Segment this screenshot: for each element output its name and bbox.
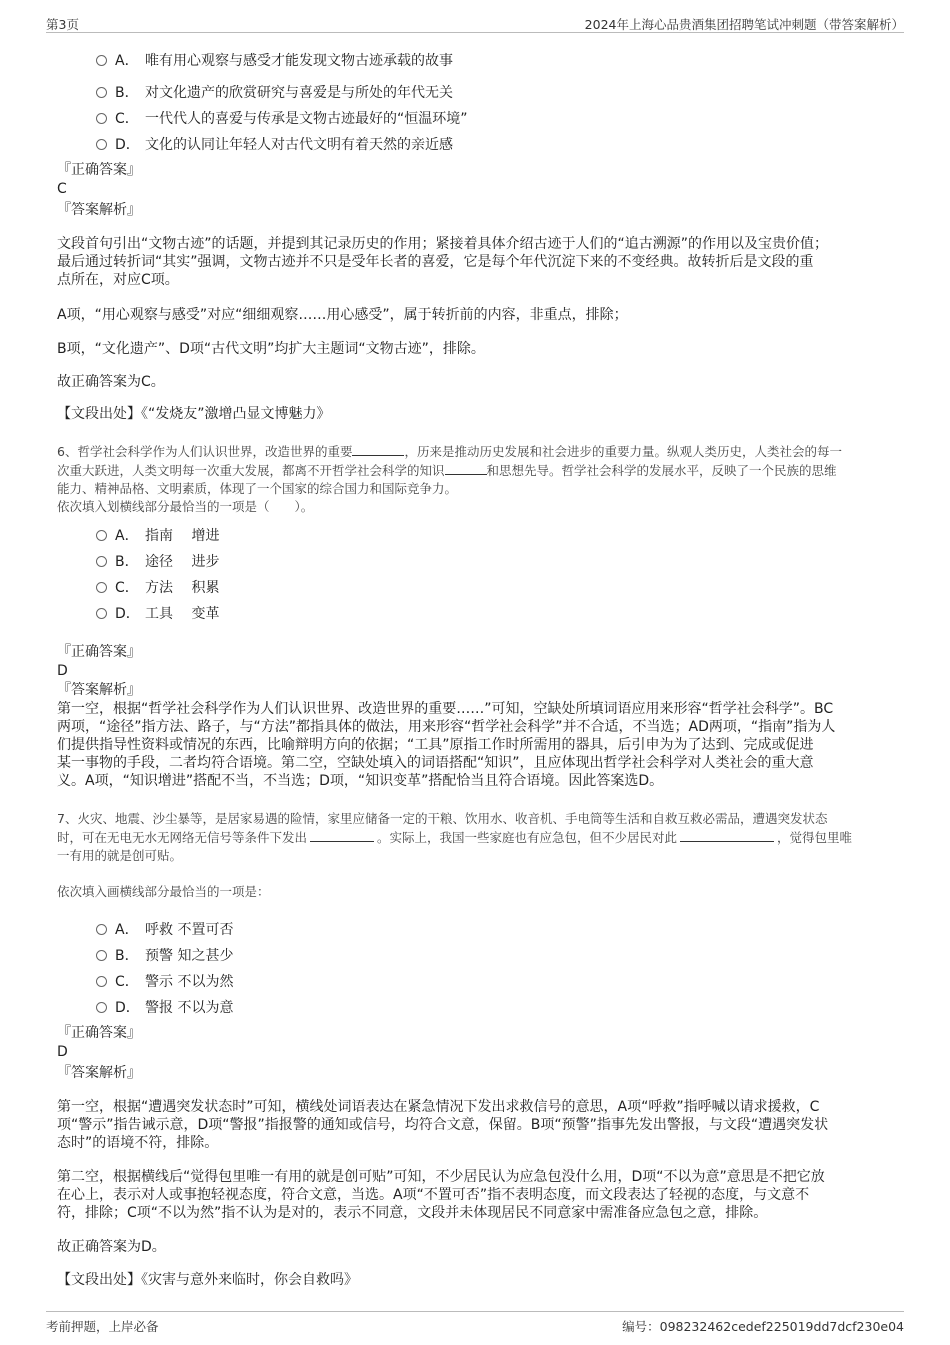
q7-analysis-line: 第一空，根据“遭遇突发状态时”可知，横线处词语表达在紧急情况下发出求救信号的意思，A项“呼救”指呼喊以请求援救，C xyxy=(57,1099,820,1115)
blank-line xyxy=(352,442,404,456)
q5-option-a[interactable]: A． 唯有用心观察与感受才能发现文物古迹承载的故事 xyxy=(96,50,453,70)
page-header xyxy=(46,12,904,33)
q7-option-d[interactable]: D． 警报 不以为意 xyxy=(96,997,233,1017)
q5-analysis-line: B项，“文化遗产”、D项“古代文明”均扩大主题词“文物古迹”，排除。 xyxy=(57,341,485,357)
q7-stem: 7、火灾、地震、沙尘暴等，是居家易遇的险情，家里应储备一定的干粮、饮用水、收音机、手电筒等生活和自救互救必需品，遭遇突发状态 时，可在无电无水无网络无信号等条件下发出 。实际上，我国一些家庭也有应急包，但不少居民对此 ，觉得包里唯 一有用的就是创可贴。 xyxy=(57,811,853,863)
q6-analysis-label: 『答案解析』 xyxy=(57,682,141,698)
q7-option-c[interactable]: C． 警示 不以为然 xyxy=(96,971,233,991)
q7-source: 【文段出处】《灾害与意外来临时，你会自救吗》 xyxy=(57,1272,358,1288)
q6-answer: D xyxy=(57,663,68,679)
q6-option-c[interactable]: C． 方法 积累 xyxy=(96,577,219,597)
q5-option-c[interactable]: C． 一代代人的喜爱与传承是文物古迹最好的“恒温环境” xyxy=(96,108,468,128)
radio-icon[interactable] xyxy=(96,976,107,987)
radio-icon[interactable] xyxy=(96,55,107,66)
q7-analysis-line: 故正确答案为D。 xyxy=(57,1239,166,1255)
q7-analysis-line: 符，排除；C项“不以为然”指不认为是对的，表示不同意，文段并未体现居民不同意家中需准备应急包之意，排除。 xyxy=(57,1205,768,1221)
q5-analysis-label: 『答案解析』 xyxy=(57,202,141,218)
radio-icon[interactable] xyxy=(96,950,107,961)
q5-answer-label: 『正确答案』 xyxy=(57,162,141,178)
q6-analysis-line: 义。A项，“知识增进”搭配不当，不当选；D项，“知识变革”搭配恰当且符合语境。因此答案选D。 xyxy=(57,773,664,789)
q5-answer: C xyxy=(57,181,67,197)
blank-line xyxy=(445,461,487,475)
q7-answer: D xyxy=(57,1044,68,1060)
radio-icon[interactable] xyxy=(96,608,107,619)
q5-analysis-line: 文段首句引出“文物古迹”的话题，并提到其记录历史的作用；紧接着具体介绍古迹于人们的“追古溯源”的作用以及宝贵价值； xyxy=(57,236,829,252)
q5-option-d[interactable]: D． 文化的认同让年轻人对古代文明有着天然的亲近感 xyxy=(96,134,453,154)
radio-icon[interactable] xyxy=(96,530,107,541)
document-title: 2024年上海心品贵酒集团招聘笔试冲刺题（带答案解析） xyxy=(584,17,904,32)
q5-analysis-line: 故正确答案为C。 xyxy=(57,374,165,390)
radio-icon[interactable] xyxy=(96,139,107,150)
q6-analysis-line: 两项，“途径”指方法、路子，与“方法”都指具体的做法，用来形容“哲学社会科学”并不合适，不当选；AD两项，“指南”指为人 xyxy=(57,719,836,735)
q7-analysis-line: 项“警示”指告诫示意，D项“警报”指报警的通知或信号，均符合文意，保留。B项“预警”指事先发出警报，与文段“遭遇突发状 xyxy=(57,1117,829,1133)
document-code: 编号：098232462cedef225019dd7dcf230e04 xyxy=(622,1319,904,1334)
radio-icon[interactable] xyxy=(96,924,107,935)
radio-icon[interactable] xyxy=(96,87,107,98)
q7-analysis-label: 『答案解析』 xyxy=(57,1065,141,1081)
q6-analysis-line: 第一空，根据“哲学社会科学作为人们认识世界、改造世界的重要……”可知，空缺处所填词语应用来形容“哲学社会科学”。BC xyxy=(57,701,834,717)
q7-option-a[interactable]: A． 呼救 不置可否 xyxy=(96,919,233,939)
q6-analysis-line: 某一事物的手段，二者均符合语境。第二空，空缺处填入的词语搭配“知识”，且应体现出哲学社会科学对人类社会的重大意 xyxy=(57,755,814,771)
radio-icon[interactable] xyxy=(96,1002,107,1013)
q7-prompt: 依次填入画横线部分最恰当的一项是： xyxy=(57,884,270,899)
q6-stem: 6、哲学社会科学作为人们认识世界，改造世界的重要 ，历来是推动历史发展和社会进步的重要力量。纵观人类历史，人类社会的每一 次重大跃进，人类文明每一次重大发展，都离不开哲学社会科学的知识 和思想先导。哲学社会科学的发展水平，反映了一个民族的思维 能力、精神品格、文明素质，体现了一个国家的综合国力和国际竞争力。 依次填入划横线部分最恰当的一项是（ ）。 xyxy=(57,444,842,514)
q5-source: 【文段出处】《“发烧友”激增凸显文博魅力》 xyxy=(57,406,331,422)
q6-answer-label: 『正确答案』 xyxy=(57,644,141,660)
page-number: 第3页 xyxy=(46,17,79,32)
q5-analysis-line: 点所在，对应C项。 xyxy=(57,272,179,288)
blank-line xyxy=(310,828,374,842)
q7-analysis-line: 态时”的语境不符，排除。 xyxy=(57,1135,219,1151)
radio-icon[interactable] xyxy=(96,582,107,593)
q7-analysis-line: 第二空，根据横线后“觉得包里唯一有用的就是创可贴”可知，不少居民认为应急包没什么用，D项“不以为意”意思是不把它放 xyxy=(57,1169,825,1185)
q5-analysis-line: 最后通过转折词“其实”强调，文物古迹并不只是受年长者的喜爱，它是每个年代沉淀下来的不变经典。故转折后是文段的重 xyxy=(57,254,814,270)
footer-slogan: 考前押题，上岸必备 xyxy=(46,1319,159,1334)
q7-option-b[interactable]: B． 预警 知之甚少 xyxy=(96,945,233,965)
q6-analysis-line: 们提供指导性资料或情况的东西，比喻辩明方向的依据；“工具”原指工作时所需用的器具，后引申为为了达到、完成或促进 xyxy=(57,737,814,753)
q5-analysis-line: A项，“用心观察与感受”对应“细细观察……用心感受”，属于转折前的内容，非重点，排除； xyxy=(57,307,628,323)
radio-icon[interactable] xyxy=(96,113,107,124)
q6-option-b[interactable]: B． 途径 进步 xyxy=(96,551,219,571)
q6-option-a[interactable]: A． 指南 增进 xyxy=(96,525,219,545)
q7-answer-label: 『正确答案』 xyxy=(57,1025,141,1041)
page-footer xyxy=(46,1311,904,1336)
radio-icon[interactable] xyxy=(96,556,107,567)
blank-line xyxy=(680,828,774,842)
q5-option-b[interactable]: B． 对文化遗产的欣赏研究与喜爱是与所处的年代无关 xyxy=(96,82,453,102)
q7-analysis-line: 在心上，表示对人或事抱轻视态度，符合文意，当选。A项“不置可否”指不表明态度，而文段表达了轻视的态度，与文意不 xyxy=(57,1187,810,1203)
q6-option-d[interactable]: D． 工具 变革 xyxy=(96,603,219,623)
